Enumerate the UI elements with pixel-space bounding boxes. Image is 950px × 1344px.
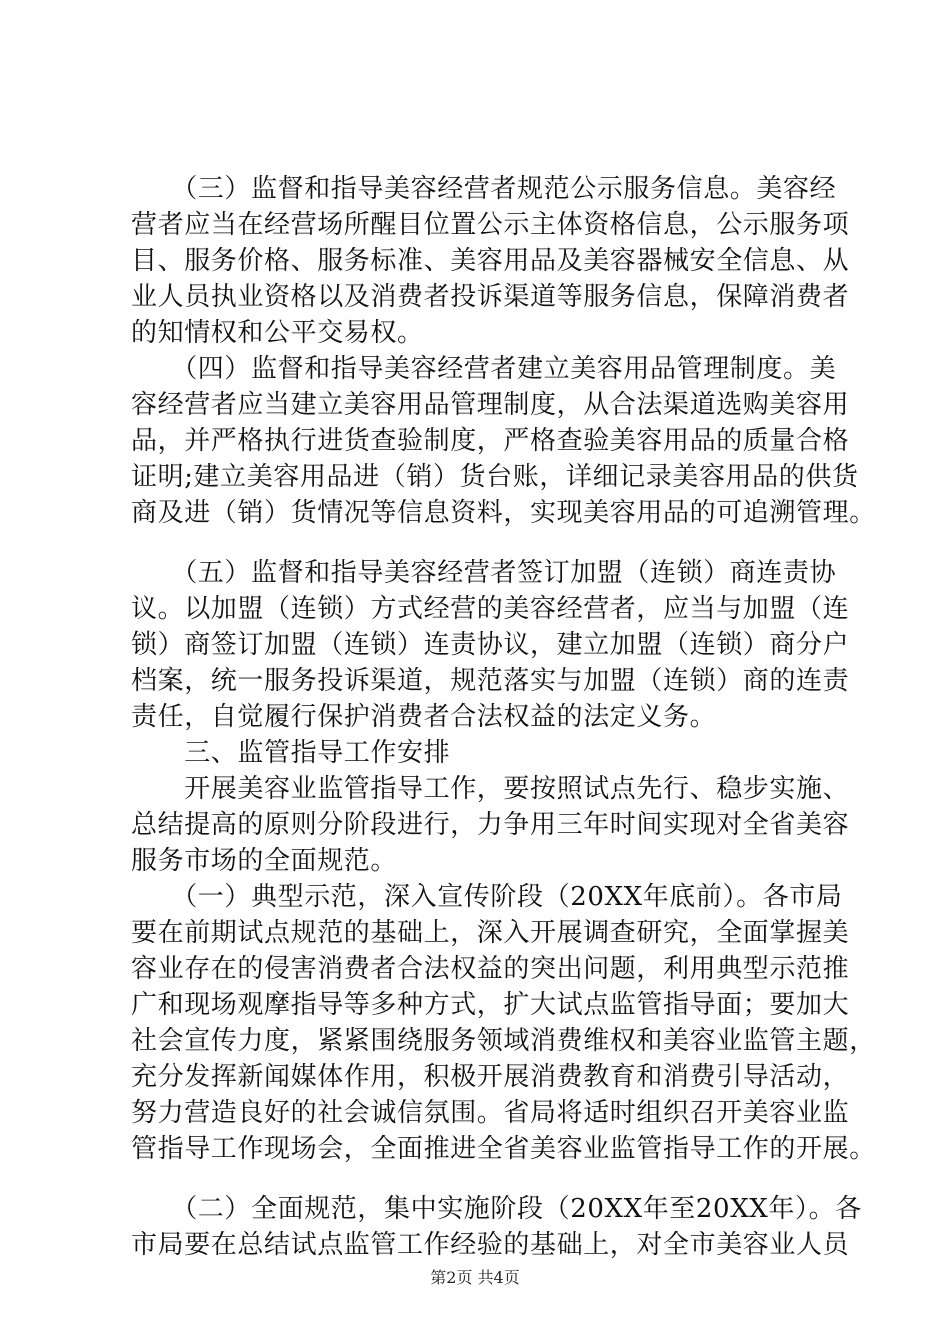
text-line: 责任，自觉履行保护消费者合法权益的法定义务。 [131, 702, 717, 732]
text-line: 营者应当在经营场所醒目位置公示主体资格信息，公示服务项 [131, 210, 850, 240]
text-line: 管指导工作现场会，全面推进全省美容业监管指导工作的开展。 [131, 1134, 876, 1164]
text-line: （二）全面规范，集中实施阶段（20XX年至20XX年）。各 [131, 1194, 862, 1224]
text-line: 议。以加盟（连锁）方式经营的美容经营者，应当与加盟（连 [131, 594, 850, 624]
text-line: 档案，统一服务投诉渠道，规范落实与加盟（连锁）商的连责 [131, 666, 850, 696]
text-line: 品，并严格执行进货查验制度，严格查验美容用品的质量合格 [131, 426, 850, 456]
text-line: 容经营者应当建立美容用品管理制度，从合法渠道选购美容用 [131, 390, 850, 420]
text-line: 目、服务价格、服务标准、美容用品及美容器械安全信息、从 [131, 246, 850, 276]
section-heading: 三、监管指导工作安排 [131, 738, 451, 768]
text-line: 业人员执业资格以及消费者投诉渠道等服务信息，保障消费者 [131, 282, 850, 312]
text-line: （三）监督和指导美容经营者规范公示服务信息。美容经 [131, 174, 837, 204]
text-line: 的知情权和公平交易权。 [131, 318, 424, 348]
text-line: （四）监督和指导美容经营者建立美容用品管理制度。美 [131, 354, 837, 384]
text-line: （一）典型示范，深入宣传阶段（20XX年底前）。各市局 [131, 882, 843, 912]
page-number: 第2页 共4页 [430, 1268, 520, 1287]
text-line: 服务市场的全面规范。 [131, 846, 398, 876]
text-line: （五）监督和指导美容经营者签订加盟（连锁）商连责协 [131, 558, 837, 588]
text-line: 社会宣传力度，紧紧围绕服务领域消费维权和美容业监管主题， [131, 1026, 876, 1056]
text-line: 证明;建立美容用品进（销）货台账，详细记录美容用品的供货 [131, 462, 859, 492]
text-line: 开展美容业监管指导工作，要按照试点先行、稳步实施、 [131, 774, 850, 804]
text-line: 努力营造良好的社会诚信氛围。省局将适时组织召开美容业监 [131, 1098, 850, 1128]
text-line: 商及进（销）货情况等信息资料，实现美容用品的可追溯管理。 [131, 498, 876, 528]
text-line: 要在前期试点规范的基础上，深入开展调查研究，全面掌握美 [131, 918, 850, 948]
text-line: 总结提高的原则分阶段进行，力争用三年时间实现对全省美容 [131, 810, 850, 840]
text-line: 广和现场观摩指导等多种方式，扩大试点监管指导面；要加大 [131, 990, 850, 1020]
text-line: 锁）商签订加盟（连锁）连责协议，建立加盟（连锁）商分户 [131, 630, 850, 660]
text-line: 市局要在总结试点监管工作经验的基础上，对全市美容业人员 [131, 1230, 850, 1260]
text-line: 容业存在的侵害消费者合法权益的突出问题，利用典型示范推 [131, 954, 850, 984]
text-line: 充分发挥新闻媒体作用，积极开展消费教育和消费引导活动， [131, 1062, 850, 1092]
